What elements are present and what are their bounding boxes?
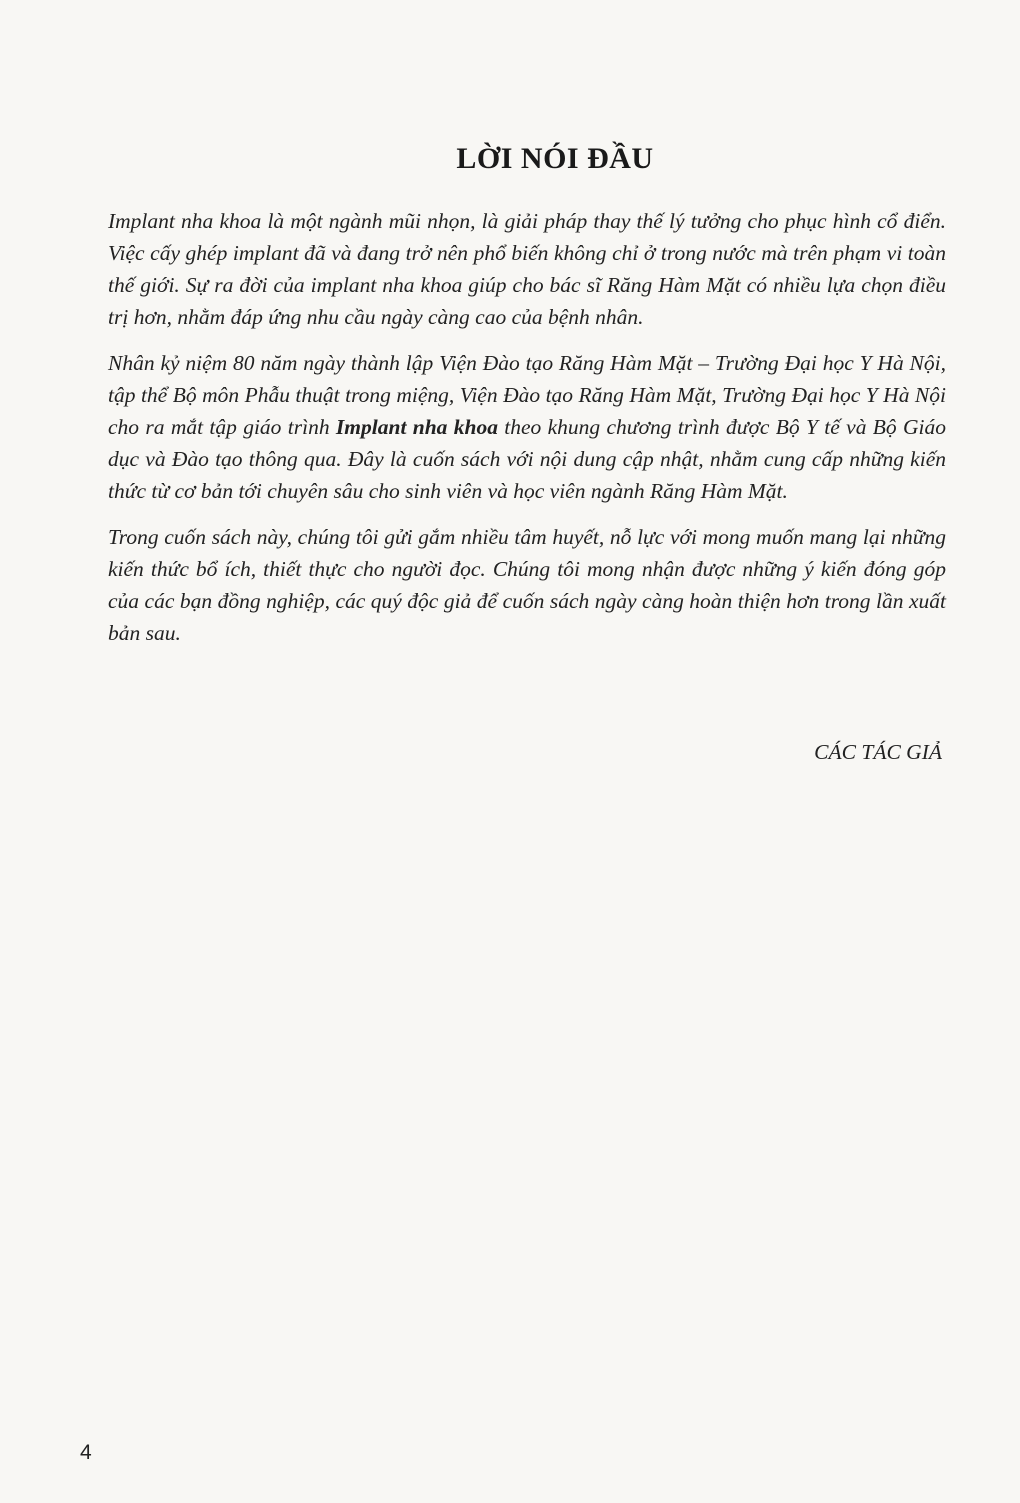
paragraph-1: Implant nha khoa là một ngành mũi nhọn, là giải pháp thay thế lý tưởng cho phục hình cổ điển. Việc cấy ghép implant đã và đang trở nên phổ biến không chỉ ở trong nước mà trên phạm vi toàn thế giới. Sự ra đời của implant nha khoa giúp cho bác sĩ Răng Hàm Mặt có nhiều lựa chọn điều trị hơn, nhằm đáp ứng nhu cầu ngày càng cao của bệnh nhân.	[108, 209, 946, 329]
preface-body	[108, 205, 946, 663]
book-title-bold: Implant nha khoa	[335, 415, 498, 439]
paragraph-2-after: theo khung chương trình được Bộ Y tế và Bộ Giáo dục và Đào tạo thông qua. Đây là cuốn sách với nội dung cập nhật, nhằm cung cấp những kiến thức từ cơ bản tới chuyên sâu cho sinh viên và học viên ngành Răng Hàm Mặt.	[108, 415, 946, 503]
authors-signature: CÁC TÁC GIẢ	[814, 740, 942, 764]
paragraph-3: Trong cuốn sách này, chúng tôi gửi gắm nhiều tâm huyết, nỗ lực với mong muốn mang lại những kiến thức bổ ích, thiết thực cho người đọc. Chúng tôi mong nhận được những ý kiến đóng góp của các bạn đồng nghiệp, các quý độc giả để cuốn sách ngày càng hoàn thiện hơn trong lần xuất bản sau.	[108, 525, 946, 645]
page-number: 4	[80, 1441, 92, 1464]
page-title: LỜI NÓI ĐẦU	[456, 142, 654, 175]
paragraph-2	[108, 347, 946, 507]
paragraph-2-before: Nhân kỷ niệm 80 năm ngày thành lập Viện Đào tạo Răng Hàm Mặt – Trường Đại học Y Hà Nội, tập thể Bộ môn Phẫu thuật trong miệng, Viện Đào tạo Răng Hàm Mặt, Trường Đại học Y Hà Nội cho ra mắt tập giáo trình	[108, 351, 946, 439]
